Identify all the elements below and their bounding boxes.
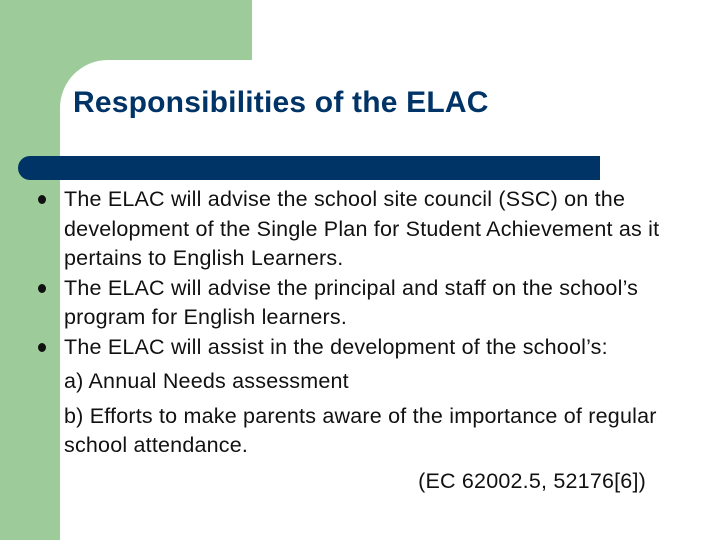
- bullet-text: The ELAC will advise the school site council (SSC) on the development of the Single Plan for Student Achievement as it pertains to English Learners.: [64, 187, 660, 270]
- bullet-text: The ELAC will assist in the development of the school’s:: [64, 334, 608, 359]
- slide-body: [64, 185, 694, 496]
- citation: (EC 62002.5, 52176[6]): [418, 468, 646, 493]
- bullet-dot-icon: [38, 284, 46, 293]
- sub-item: a) Annual Needs assessment: [64, 369, 349, 393]
- bullet-item: [64, 274, 694, 333]
- bullet-item: [64, 185, 694, 274]
- bullet-item: [64, 333, 694, 363]
- slide-title: Responsibilities of the ELAC: [73, 86, 489, 119]
- bullet-dot-icon: [38, 343, 46, 352]
- title-divider-bar: [18, 156, 600, 180]
- bullet-dot-icon: [38, 195, 46, 204]
- bullet-text: The ELAC will advise the principal and staff on the school’s program for English learners.: [64, 275, 639, 329]
- sub-item: b) Efforts to make parents aware of the importance of regular school attendance.: [64, 403, 657, 457]
